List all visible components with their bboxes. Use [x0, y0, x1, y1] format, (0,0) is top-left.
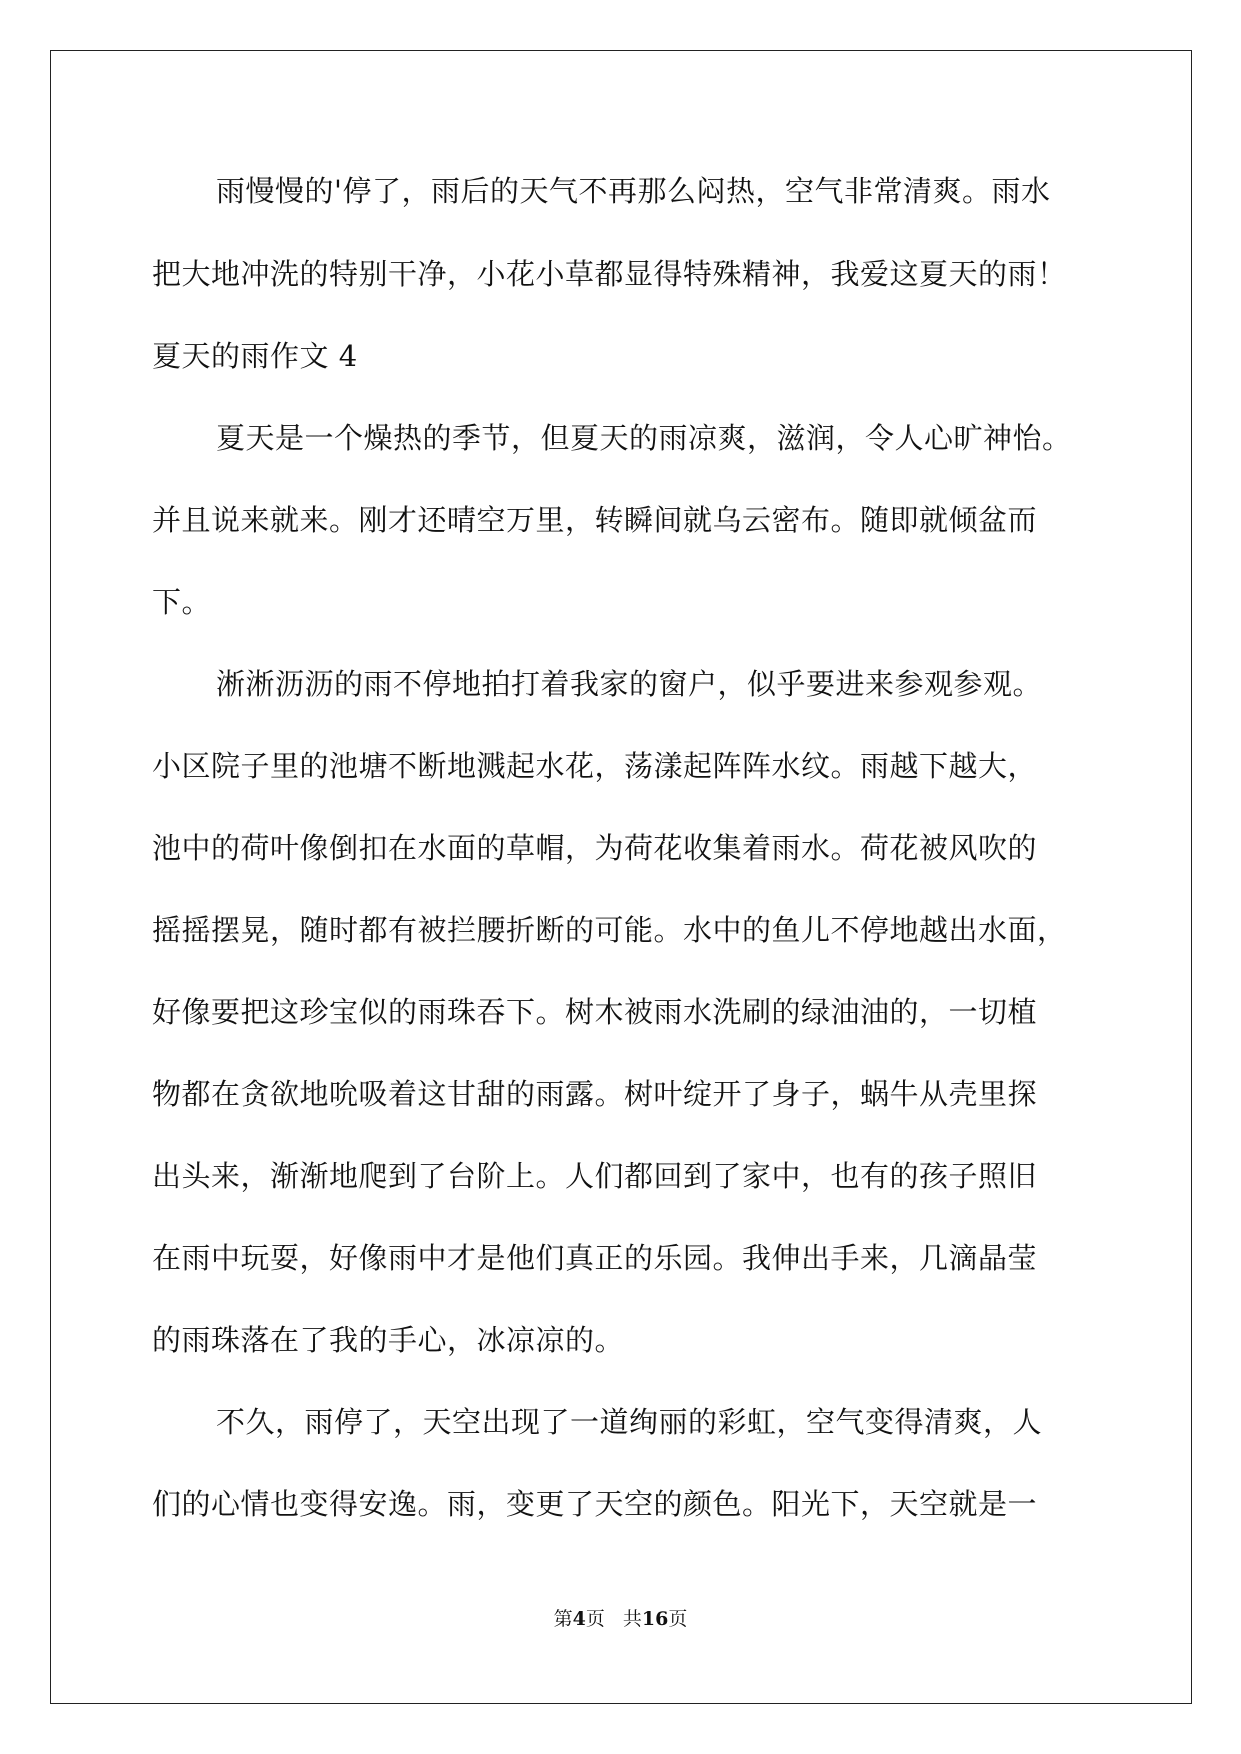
footer-page-suffix: 页 [585, 1608, 605, 1630]
body-line: 下。 [152, 585, 212, 619]
body-line: 池中的荷叶像倒扣在水面的草帽，为荷花收集着雨水。荷花被风吹的 [152, 831, 1038, 865]
section-heading: 夏天的雨作文 4 [152, 339, 358, 373]
body-line: 物都在贪欲地吮吸着这甘甜的雨露。树叶绽开了身子，蜗牛从壳里探 [152, 1077, 1038, 1111]
footer-page-number: 4 [572, 1608, 586, 1630]
body-line: 好像要把这珍宝似的雨珠吞下。树木被雨水洗刷的绿油油的，一切植 [152, 995, 1038, 1029]
body-line: 在雨中玩耍，好像雨中才是他们真正的乐园。我伸出手来，几滴晶莹 [152, 1241, 1038, 1275]
body-line: 夏天是一个燥热的季节，但夏天的雨凉爽，滋润，令人心旷神怡。 [216, 421, 1072, 455]
footer-total-pages: 16 [641, 1608, 669, 1630]
body-line: 摇摇摆晃，随时都有被拦腰折断的可能。水中的鱼儿不停地越出水面， [152, 913, 1067, 947]
page-border [50, 50, 1192, 1704]
body-line: 小区院子里的池塘不断地溅起水花，荡漾起阵阵水纹。雨越下越大， [152, 749, 1038, 783]
body-line: 出头来，渐渐地爬到了台阶上。人们都回到了家中，也有的孩子照旧 [152, 1159, 1038, 1193]
body-line: 雨慢慢的'停了，雨后的天气不再那么闷热，空气非常清爽。雨水 [216, 174, 1051, 208]
body-line: 把大地冲洗的特别干净，小花小草都显得特殊精神，我爱这夏天的雨！ [152, 257, 1067, 291]
body-line: 淅淅沥沥的雨不停地拍打着我家的窗户，似乎要进来参观参观。 [216, 667, 1043, 701]
footer-total-prefix: 共 [622, 1608, 642, 1630]
footer-total-suffix: 页 [668, 1608, 688, 1630]
body-line: 并且说来就来。刚才还晴空万里，转瞬间就乌云密布。随即就倾盆而 [152, 503, 1038, 537]
footer-page-prefix: 第 [553, 1608, 573, 1630]
body-line: 的雨珠落在了我的手心，冰凉凉的。 [152, 1323, 625, 1357]
page-footer [0, 1606, 1241, 1632]
body-line: 不久，雨停了，天空出现了一道绚丽的彩虹，空气变得清爽，人 [216, 1405, 1043, 1439]
body-line: 们的心情也变得安逸。雨，变更了天空的颜色。阳光下，天空就是一 [152, 1487, 1038, 1521]
